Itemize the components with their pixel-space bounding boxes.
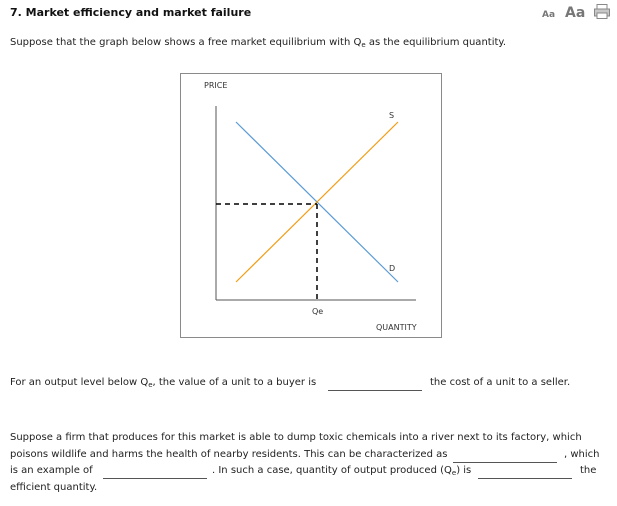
font-size-large-button[interactable]: Aa (565, 5, 586, 21)
x-axis-label: QUANTITY (376, 323, 417, 332)
paragraph-line-3-end: the (580, 465, 597, 476)
supply-label: S (389, 111, 395, 120)
font-size-small-button[interactable]: Aa (542, 10, 556, 20)
answer-dropdown-example-of[interactable] (103, 466, 207, 479)
answer-dropdown-value-comparison[interactable] (328, 378, 422, 391)
question-1-text-end: the cost of a unit to a seller. (430, 377, 571, 388)
graph-svg (180, 73, 442, 338)
paragraph-line-3-start: is an example of (10, 465, 93, 476)
demand-label: D (389, 264, 396, 273)
answer-dropdown-characterization[interactable] (453, 450, 557, 463)
intro-text: Suppose that the graph below shows a free market equilibrium with $Q_e$ as the equilibrium quantity. (10, 37, 507, 49)
paragraph-line-2-end: , which (564, 449, 600, 460)
answer-dropdown-quantity-comparison[interactable] (478, 466, 572, 479)
question-title: 7. Market efficiency and market failure (10, 6, 252, 19)
paragraph-line-1: Suppose a firm that produces for this market is able to dump toxic chemicals into a river next to its factory, which (10, 432, 582, 443)
print-icon[interactable] (594, 4, 610, 19)
equilibrium-quantity-label: Qe (312, 307, 324, 316)
paragraph-line-2: poisons wildlife and harms the health of nearby residents. This can be characterized as (10, 449, 448, 460)
question-1-text-start: For an output level below $Q_e$, the value of a unit to a buyer is (10, 377, 317, 389)
y-axis-label: PRICE (204, 81, 228, 90)
paragraph-line-4: efficient quantity. (10, 482, 98, 493)
paragraph-line-3-middle: . In such a case, quantity of output produced $(Q_e)$ is (212, 465, 472, 477)
